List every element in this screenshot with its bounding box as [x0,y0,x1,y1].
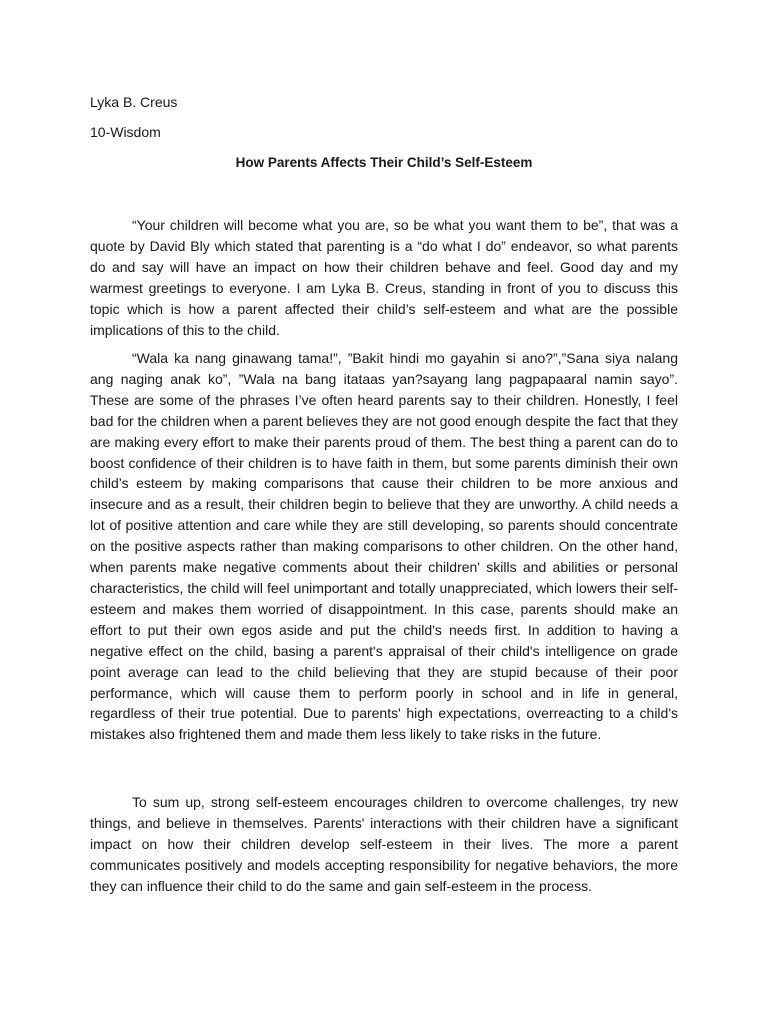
document-title: How Parents Affects Their Child’s Self-Esteem [235,155,533,170]
author-name: Lyka B. Creus [90,94,178,110]
class-section: 10-Wisdom [90,124,161,140]
paragraph-body: “Wala ka nang ginawang tama!”, ”Bakit hindi mo gayahin si ano?”,”Sana siya nalang ang naging anak ko”, ”Wala na bang itataas yan?sayang lang pagpapaaral namin sayo”. These are some of the phrases I’ve often heard parents say to their children. Honestly, I feel bad for the children when a parent believes they are not good enough despite the fact that they are making every effort to make their parents proud of them. The best thing a parent can do to boost confidence of their children is to have faith in them, but some parents diminish their own child’s esteem by making comparisons that cause their children to be more anxious and insecure and as a result, their children begin to believe that they are unworthy. A child needs a lot of positive attention and care while they are still developing, so parents should concentrate on the positive aspects rather than making comparisons to other children. On the other hand, when parents make negative comments about their children' skills and abilities or personal characteristics, the child will feel unimportant and totally unappreciated, which lowers their self-esteem and makes them worried of disappointment. In this case, parents should make an effort to put their own egos aside and put the child's needs first. In addition to having a negative effect on the child, basing a parent's appraisal of their child's intelligence on grade point average can lead to the child believing that they are stupid because of their poor performance, which will cause them to perform poorly in school and in life in general, regardless of their true potential. Due to parents' high expectations, overreacting to a child's mistakes also frightened them and made them less likely to take risks in the future. [90,350,678,743]
paragraph-introduction: “Your children will become what you are, so be what you want them to be”, that was a quote by David Bly which stated that parenting is a “do what I do” endeavor, so what parents do and say will have an impact on how their children behave and feel. Good day and my warmest greetings to everyone. I am Lyka B. Creus, standing in front of you to discuss this topic which is how a parent affected their child’s self-esteem and what are the possible implications of this to the child. [90,217,678,338]
paragraph-conclusion: To sum up, strong self-esteem encourages children to overcome challenges, try new things, and believe in themselves. Parents' interactions with their children have a significant impact on how their children develop self-esteem in their lives. The more a parent communicates positively and models accepting responsibility for negative behaviors, the more they can influence their child to do the same and gain self-esteem in the process. [90,794,678,894]
